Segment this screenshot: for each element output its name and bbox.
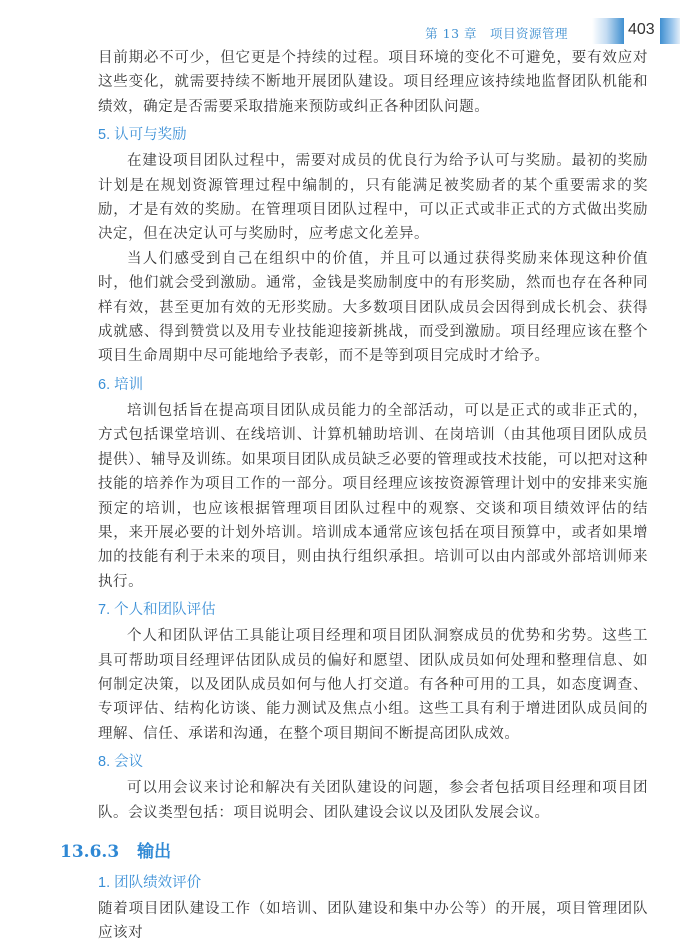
subsection-heading-outputs (60, 837, 648, 862)
subsection-number: 13.6.3 (60, 841, 120, 862)
running-head-chapter: 第 13 章 项目资源管理 (425, 26, 568, 41)
page-number-decoration-right (660, 18, 680, 44)
subsection-title: 输出 (137, 841, 172, 862)
paragraph: 培训包括旨在提高项目团队成员能力的全部活动，可以是正式的或非正式的，方式包括课堂培训、在线培训、计算机辅助培训、在岗培训（由其他项目团队成员提供）、辅导及训练。如果项目团队成员缺乏必要的管理或技术技能，可以把对这种技能的培养作为项目工作的一部分。项目经理应该按资源管理计划中的安排来实施预定的培训，也应该根据管理项目团队过程中的观察、交谈和项目绩效评估的结果，来开展必要的计划外培训。培训成本通常应该包括在项目预算中，或者如果增加的技能有利于未来的项目，则由执行组织承担。培训可以由内部或外部培训师来执行。 (98, 402, 648, 590)
intro-paragraph: 目前期必不可少，但它更是个持续的过程。项目环境的变化不可避免，要有效应对这些变化，就需要持续不断地开展团队建设。项目经理应该持续地监督团队机能和绩效，确定是否需要采取措施来预防或纠正各种团队问题。 (98, 50, 648, 115)
section-heading-recognition-rewards: 5. 认可与奖励 (98, 127, 187, 144)
paragraph: 在建设项目团队过程中，需要对成员的优良行为给予认可与奖励。最初的奖励计划是在规划资源管理过程中编制的，只有能满足被奖励者的某个重要需求的奖励，才是有效的奖励。在管理项目团队过程中，可以正式或非正式的方式做出奖励决定，但在决定认可与奖励时，应考虑文化差异。 (98, 153, 648, 243)
paragraph: 随着项目团队建设工作（如培训、团队建设和集中办公等）的开展，项目管理团队应该对 (98, 900, 648, 942)
section-heading-team-performance: 1. 团队绩效评价 (98, 874, 202, 891)
page-number-decoration-left (592, 18, 624, 44)
section-heading-training: 6. 培训 (98, 376, 144, 393)
paragraph: 当人们感受到自己在组织中的价值，并且可以通过获得奖励来体现这种价值时，他们就会受到激励。通常，金钱是奖励制度中的有形奖励，然而也存在各种同样有效，甚至更加有效的无形奖励。大多数项目团队成员会因得到成长机会、获得成就感、得到赞赏以及用专业技能迎接新挑战，而受到激励。项目经理应该在整个项目生命周期中尽可能地给予表彰，而不是等到项目完成时才给予。 (98, 250, 648, 365)
section-heading-meetings: 8. 会议 (98, 754, 144, 771)
section-heading-assessments: 7. 个人和团队评估 (98, 602, 216, 619)
page-body (60, 46, 648, 946)
paragraph: 个人和团队评估工具能让项目经理和项目团队洞察成员的优势和劣势。这些工具可帮助项目经理评估团队成员的偏好和愿望、团队成员如何处理和整理信息、如何制定决策，以及团队成员如何与他人打交道。有各种可用的工具，如态度调查、专项评估、结构化访谈、能力测试及焦点小组。这些工具有利于增进团队成员间的理解、信任、承诺和沟通，在整个项目期间不断提高团队成效。 (98, 628, 648, 742)
page-header (0, 14, 680, 44)
paragraph: 可以用会议来讨论和解决有关团队建设的问题，参会者包括项目经理和项目团队。会议类型包括：项目说明会、团队建设会议以及团队发展会议。 (98, 780, 648, 821)
page-number: 403 (628, 21, 655, 38)
